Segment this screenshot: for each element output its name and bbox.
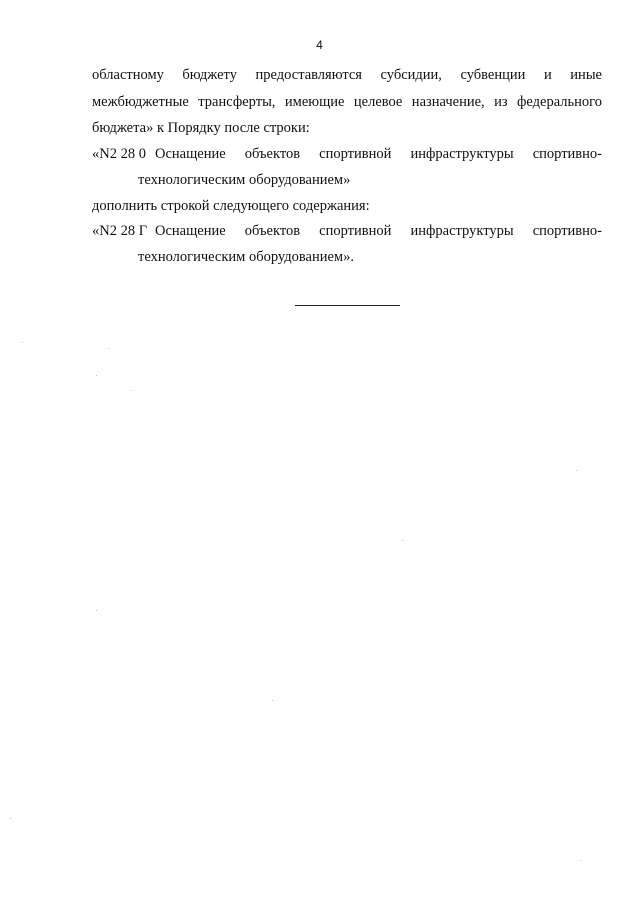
row-text-line-2: технологическим оборудованием» (138, 172, 351, 188)
paragraph-line-3: бюджета» к Порядку после строки: (92, 120, 310, 136)
page-number: 4 (316, 38, 323, 52)
row-code: «N2 28 Г (92, 223, 148, 239)
row-text-line-1: Оснащение объектов спортивной инфраструктуры спортивно- (155, 223, 602, 239)
row-code: «N2 28 0 (92, 146, 146, 162)
closing-divider (295, 305, 400, 306)
instruction-text: дополнить строкой следующего содержания: (92, 198, 370, 214)
scan-speck (96, 375, 97, 376)
scan-speck (96, 610, 97, 611)
scan-speck (108, 348, 109, 349)
scan-speck (131, 390, 132, 391)
row-text-line-1: Оснащение объектов спортивной инфраструктуры спортивно- (155, 146, 602, 162)
scan-speck (402, 540, 403, 541)
paragraph-line-2: межбюджетные трансферты, имеющие целевое назначение, из федерального (92, 94, 602, 110)
scan-speck (10, 818, 11, 819)
scan-speck (22, 342, 23, 343)
row-text-line-2: технологическим оборудованием». (138, 249, 354, 265)
scan-speck (580, 860, 581, 861)
scan-speck (576, 470, 577, 471)
scan-speck (272, 700, 273, 701)
paragraph-line-1: областному бюджету предоставляются субсидии, субвенции и иные (92, 67, 602, 83)
